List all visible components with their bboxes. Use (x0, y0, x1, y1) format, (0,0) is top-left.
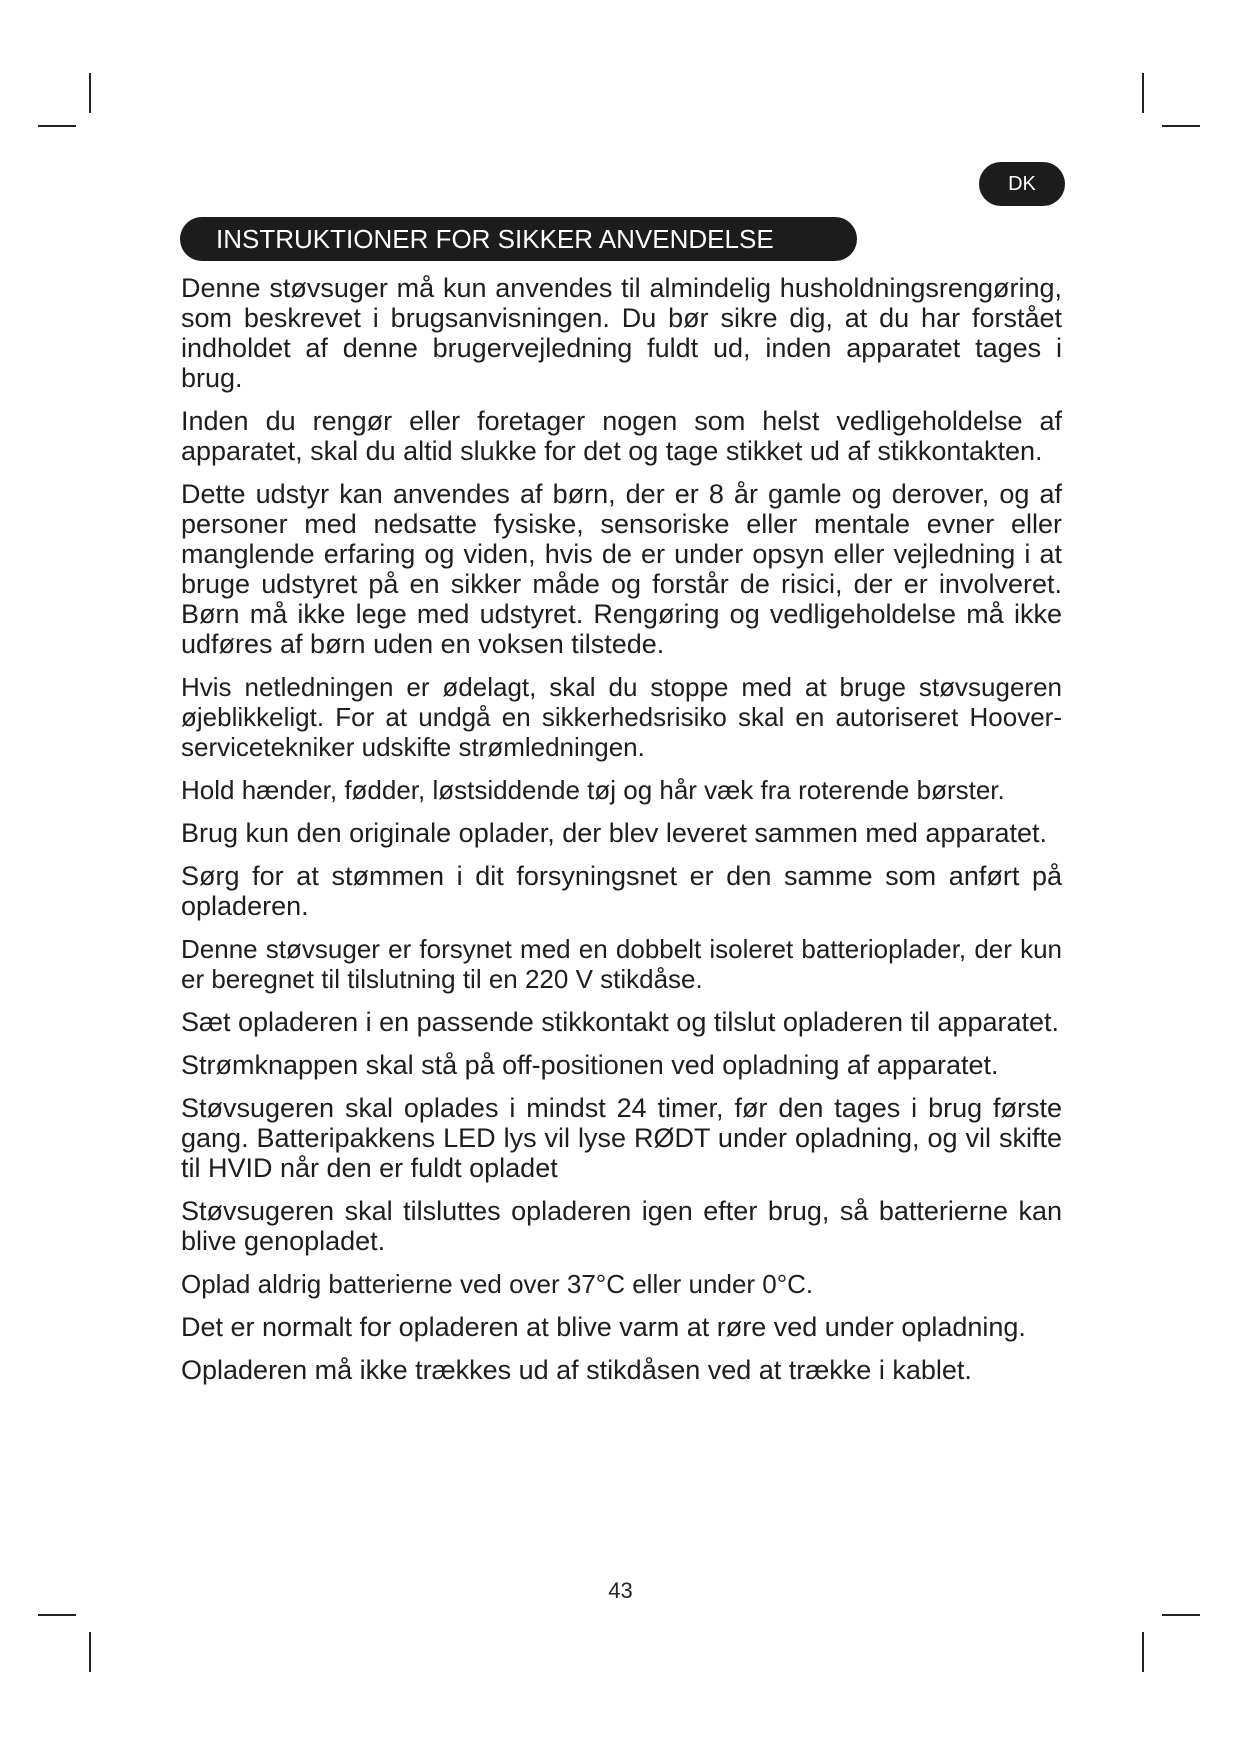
crop-mark-top-left-vertical (89, 73, 91, 113)
paragraph: Strømknappen skal stå på off-positionen ved opladning af apparatet. (181, 1050, 999, 1080)
paragraph: Hvis netledningen er ødelagt, skal du stoppe med at bruge støvsugeren øjeblikkeligt. For at undgå en sikkerhedsrisiko skal en autoriseret Hoover-servicetekniker udskifte strømledningen. (181, 672, 1062, 762)
paragraph: Denne støvsuger er forsynet med en dobbelt isoleret batterioplader, der kun er beregnet til tilslutning til en 220 V stikdåse. (181, 934, 1062, 994)
paragraph: Oplad aldrig batterierne ved over 37°C eller under 0°C. (181, 1269, 814, 1299)
paragraph: Denne støvsuger må kun anvendes til almindelig husholdningsrengøring, som beskrevet i brugsanvisningen. Du bør sikre dig, at du har forstået indholdet af denne brugervejledning fuldt ud, inden apparatet tages i brug. (181, 273, 1062, 393)
crop-mark-top-right-vertical (1142, 73, 1144, 113)
crop-mark-bottom-left-horizontal (38, 1614, 76, 1616)
paragraph: Brug kun den originale oplader, der blev leveret sammen med apparatet. (181, 818, 1048, 848)
paragraph: Støvsugeren skal tilsluttes opladeren igen efter brug, så batterierne kan blive genopladet. (181, 1196, 1062, 1256)
paragraph: Dette udstyr kan anvendes af børn, der er 8 år gamle og derover, og af personer med nedsatte fysiske, sensoriske eller mentale evner eller manglende erfaring og viden, hvis de er under opsyn eller vejledning i at bruge udstyret på en sikker måde og forstår de risici, der er involveret. Børn må ikke lege med udstyret. Rengøring og vedligeholdelse må ikke udføres af børn uden en voksen tilstede. (181, 479, 1062, 659)
paragraph: Opladeren må ikke trækkes ud af stikdåsen ved at trække i kablet. (181, 1355, 972, 1385)
section-title: INSTRUKTIONER FOR SIKKER ANVENDELSE (180, 217, 857, 261)
paragraph: Det er normalt for opladeren at blive varm at røre ved under opladning. (181, 1312, 1026, 1342)
crop-mark-top-left-horizontal (38, 125, 76, 127)
language-badge: DK (979, 162, 1065, 206)
crop-mark-top-right-horizontal (1162, 125, 1200, 127)
crop-mark-bottom-left-vertical (89, 1632, 91, 1672)
crop-mark-bottom-right-vertical (1142, 1632, 1144, 1672)
safety-instructions (181, 273, 1062, 1398)
paragraph: Sørg for at stømmen i dit forsyningsnet er den samme som anført på opladeren. (181, 861, 1062, 921)
paragraph: Støvsugeren skal oplades i mindst 24 timer, før den tages i brug første gang. Batteripakkens LED lys vil lyse RØDT under opladning, og vil skifte til HVID når den er fuldt opladet (181, 1093, 1062, 1183)
paragraph: Inden du rengør eller foretager nogen som helst vedligeholdelse af apparatet, skal du altid slukke for det og tage stikket ud af stikkontakten. (181, 406, 1062, 466)
page-number: 43 (608, 1578, 633, 1603)
paragraph: Sæt opladeren i en passende stikkontakt og tilslut opladeren til apparatet. (181, 1007, 1060, 1037)
crop-mark-bottom-right-horizontal (1162, 1614, 1200, 1616)
paragraph: Hold hænder, fødder, løstsiddende tøj og hår væk fra roterende børster. (181, 775, 1005, 805)
